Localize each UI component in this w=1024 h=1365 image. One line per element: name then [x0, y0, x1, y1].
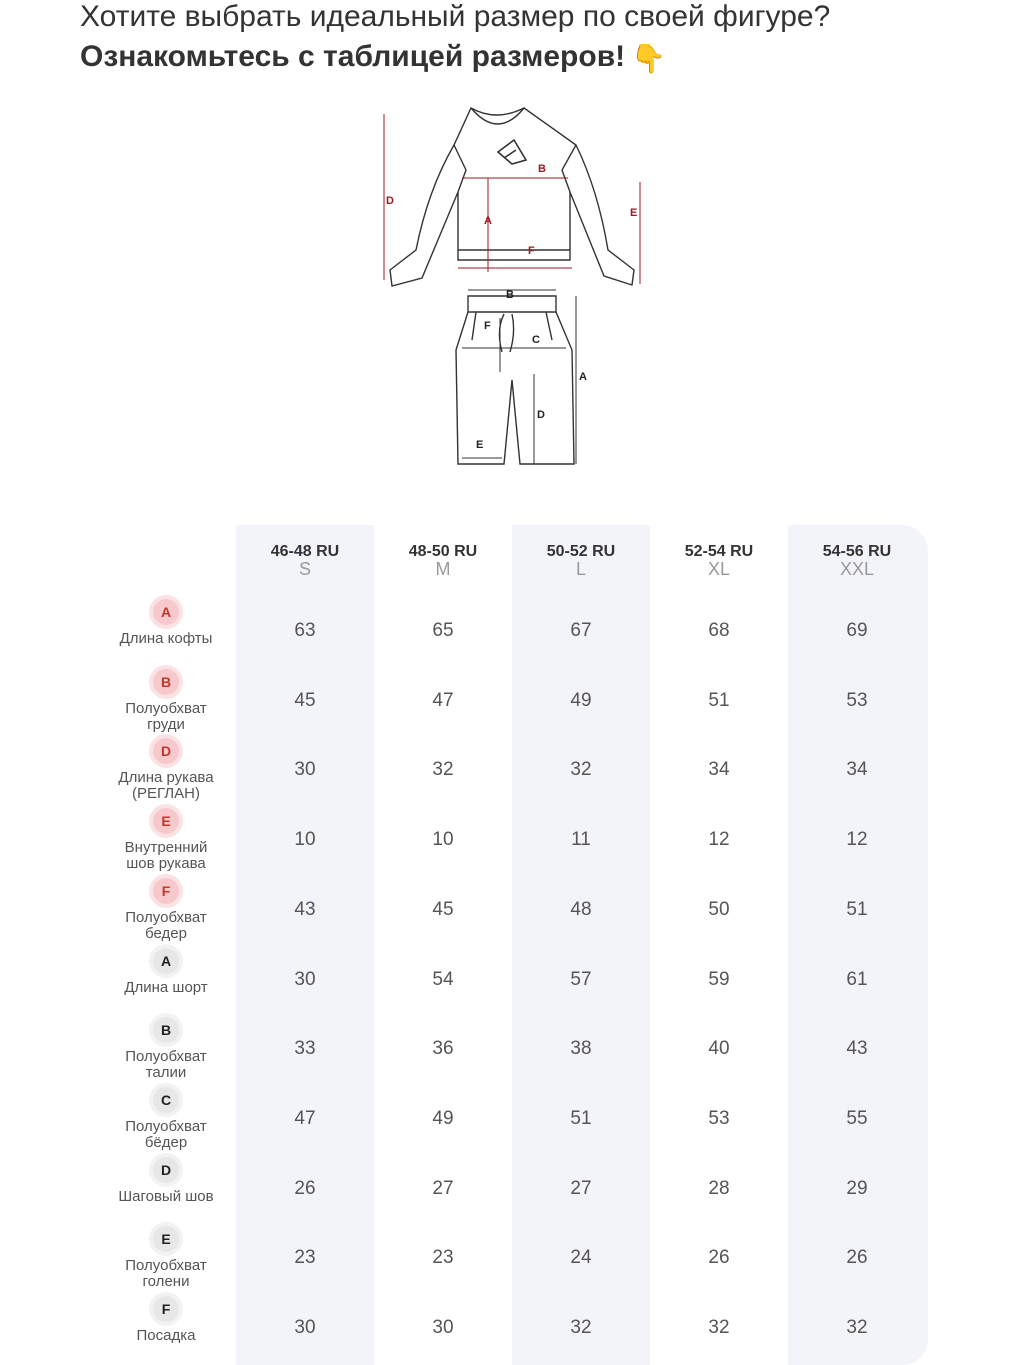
size-letter-label: M — [435, 559, 451, 579]
size-value-cell: 51 — [570, 1107, 592, 1129]
size-ru-label: 50-52 RU — [546, 543, 616, 560]
measurement-row-label — [100, 1017, 232, 1081]
size-column-header — [236, 543, 374, 577]
size-value-cell: 63 — [294, 620, 316, 641]
size-value-cell: 47 — [432, 689, 454, 711]
diagram-label-d-bottom: D — [537, 409, 545, 421]
measurement-name: Полуобхват талии — [125, 1048, 207, 1082]
size-letter-label: S — [298, 559, 311, 579]
size-value-cell: 51 — [846, 898, 868, 920]
size-value-cell: 34 — [708, 759, 730, 781]
size-column-header — [650, 543, 788, 577]
measurement-name: Длина шорт — [124, 978, 208, 996]
diagram-label-e-top: E — [630, 207, 638, 219]
size-column-background — [512, 525, 650, 1365]
measurement-name: Полуобхват бёдер — [125, 1117, 207, 1151]
measurement-row-label — [100, 1226, 232, 1290]
size-value-cell: 55 — [846, 1107, 868, 1129]
diagram-label-d-top: D — [386, 195, 394, 207]
measurement-row-label — [100, 948, 232, 996]
page-subtitle — [80, 40, 830, 76]
size-column-background — [788, 525, 928, 1365]
measurement-name: Внутренний шов рукава — [124, 839, 208, 873]
size-value-cell: 23 — [432, 1247, 454, 1269]
size-column-background — [650, 525, 788, 1365]
size-ru-label: 46-48 RU — [270, 543, 340, 560]
measurement-badge: C — [153, 1087, 179, 1113]
measurement-name: Полуобхват бедер — [125, 908, 207, 942]
size-value-cell: 61 — [846, 968, 868, 990]
size-value-cell: 33 — [294, 1038, 316, 1060]
size-value-cell: 49 — [570, 689, 592, 711]
size-diagram — [376, 100, 656, 475]
measurement-badge: E — [153, 1226, 179, 1252]
size-value-cell: 54 — [432, 968, 454, 990]
size-value-cell: 53 — [846, 689, 868, 711]
diagram-label-c-bottom: C — [532, 334, 540, 346]
diagram-label-f-bottom: F — [484, 320, 491, 332]
page-subtitle-text: Ознакомьтесь с таблицей размеров! — [80, 40, 626, 73]
size-value-cell: 45 — [432, 898, 454, 920]
size-value-cell: 50 — [708, 898, 730, 920]
size-column-background — [374, 525, 512, 1365]
size-value-cell: 12 — [708, 829, 730, 851]
size-column-header — [788, 543, 926, 577]
measurement-badge: D — [153, 738, 179, 764]
measurement-row-label — [100, 1157, 232, 1205]
size-value-cell: 49 — [432, 1107, 454, 1129]
diagram-label-a-bottom: A — [579, 371, 587, 383]
measurement-badge: F — [153, 1296, 179, 1322]
size-column-header — [374, 543, 512, 577]
measurement-badge: D — [153, 1157, 179, 1183]
size-column-background — [236, 525, 374, 1365]
size-value-cell: 23 — [294, 1247, 316, 1269]
size-value-cell: 32 — [432, 759, 454, 781]
size-value-cell: 43 — [846, 1038, 868, 1060]
size-value-cell: 30 — [294, 759, 316, 781]
measurement-badge: A — [153, 599, 179, 625]
size-ru-label: 52-54 RU — [684, 543, 754, 560]
measurement-name: Шаговый шов — [118, 1187, 214, 1205]
measurement-row-label — [100, 1087, 232, 1151]
size-value-cell: 68 — [708, 620, 730, 641]
size-value-cell: 26 — [708, 1247, 730, 1269]
measurement-name: Длина кофты — [119, 630, 213, 647]
size-table — [0, 525, 1024, 1365]
measurement-row-label — [100, 878, 232, 942]
size-value-cell: 26 — [846, 1247, 868, 1269]
measurement-badge: B — [153, 669, 179, 695]
size-value-cell: 12 — [846, 829, 868, 851]
size-value-cell: 26 — [294, 1177, 316, 1199]
measurement-badge: F — [153, 878, 179, 904]
measurement-badge: A — [153, 948, 179, 974]
size-value-cell: 10 — [294, 829, 316, 851]
size-value-cell: 27 — [570, 1177, 592, 1199]
size-value-cell: 30 — [294, 968, 316, 990]
pointing-down-hand-icon: 👇 — [631, 43, 667, 74]
diagram-label-a-top: A — [484, 215, 492, 227]
size-value-cell: 32 — [570, 759, 592, 781]
size-value-cell: 30 — [432, 1317, 454, 1338]
size-value-cell: 48 — [570, 898, 592, 920]
size-value-cell: 27 — [432, 1177, 454, 1199]
size-value-cell: 57 — [570, 968, 592, 990]
size-value-cell: 43 — [294, 898, 316, 920]
measurement-row-label — [100, 599, 232, 647]
size-value-cell: 51 — [708, 689, 730, 711]
measurement-name: Длина рукава (РЕГЛАН) — [118, 769, 214, 803]
size-value-cell: 67 — [570, 620, 592, 641]
size-value-cell: 32 — [708, 1317, 730, 1338]
size-value-cell: 38 — [570, 1038, 592, 1060]
size-value-cell: 34 — [846, 759, 868, 781]
size-value-cell: 32 — [846, 1317, 868, 1338]
size-letter-label: XXL — [839, 559, 875, 579]
diagram-label-b-top: B — [538, 163, 546, 175]
size-value-cell: 40 — [708, 1038, 730, 1060]
size-value-cell: 59 — [708, 968, 730, 990]
measurement-badge: E — [153, 808, 179, 834]
diagram-label-e-bottom: E — [476, 439, 484, 451]
size-value-cell: 65 — [432, 620, 454, 641]
header — [80, 0, 830, 76]
measurement-badge: B — [153, 1017, 179, 1043]
size-letter-label: XL — [707, 559, 731, 579]
size-value-cell: 11 — [571, 829, 591, 851]
size-value-cell: 53 — [708, 1107, 730, 1129]
measurement-name: Посадка — [136, 1327, 196, 1344]
diagram-label-f-top: F — [528, 245, 535, 257]
size-value-cell: 32 — [570, 1317, 592, 1338]
size-value-cell: 24 — [570, 1247, 592, 1269]
page-title: Хотите выбрать идеальный размер по своей фигуре? — [80, 0, 831, 33]
size-ru-label: 48-50 RU — [408, 543, 478, 560]
measurement-row-label — [100, 738, 232, 802]
measurement-row-label — [100, 669, 232, 733]
size-letter-label: L — [575, 559, 586, 579]
size-value-cell: 28 — [708, 1177, 730, 1199]
size-column-header — [512, 543, 650, 577]
size-value-cell: 47 — [294, 1107, 316, 1129]
size-value-cell: 45 — [294, 689, 316, 711]
size-value-cell: 10 — [432, 829, 454, 851]
measurement-row-label — [100, 1296, 232, 1344]
size-value-cell: 36 — [432, 1038, 454, 1060]
size-ru-label: 54-56 RU — [822, 543, 892, 560]
size-value-cell: 30 — [294, 1317, 316, 1338]
measurement-name: Полуобхват груди — [125, 699, 207, 733]
measurement-row-label — [100, 808, 232, 872]
diagram-label-b-bottom: B — [506, 289, 514, 301]
size-value-cell: 69 — [846, 620, 868, 641]
measurement-name: Полуобхват голени — [125, 1257, 207, 1291]
size-value-cell: 29 — [846, 1177, 868, 1199]
